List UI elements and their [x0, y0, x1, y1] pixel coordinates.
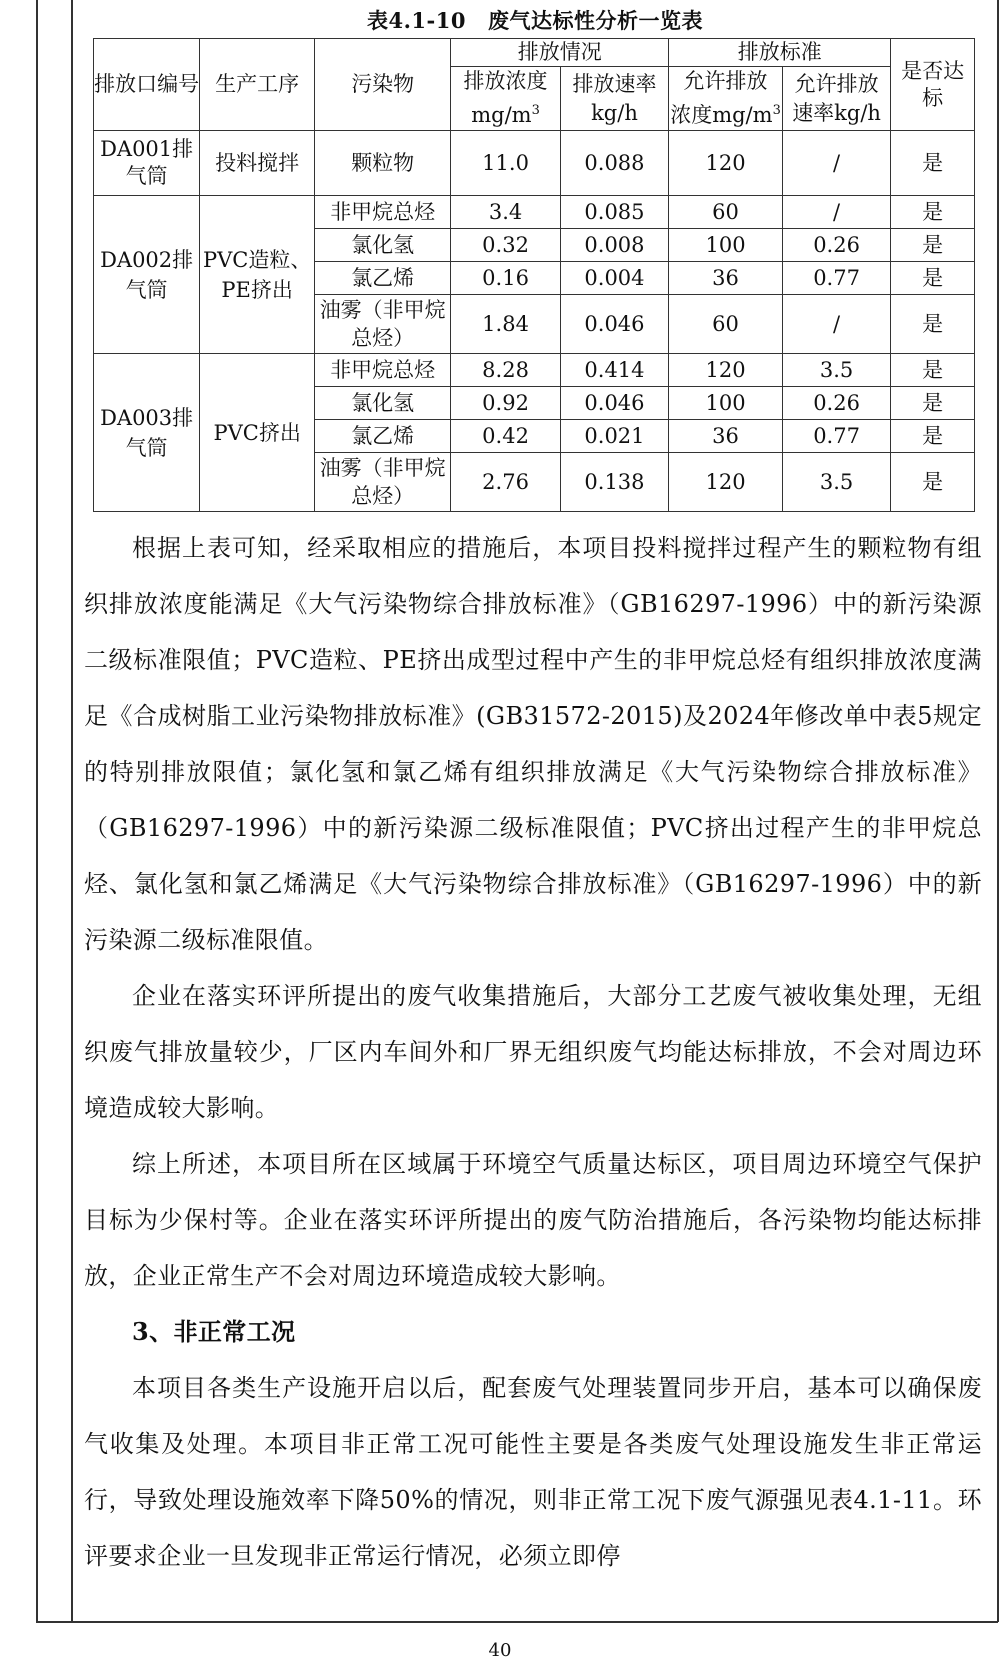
rate-cell: 0.004	[560, 262, 668, 295]
page-frame-bottom	[36, 1621, 998, 1623]
concentration-cell: 8.28	[451, 354, 560, 387]
allowed-concentration-cell: 60	[669, 196, 783, 229]
allowed-rate-cell: /	[782, 131, 890, 196]
header-emission-concentration: 排放浓度 $mg/m^3$	[451, 67, 560, 131]
page-frame-left-inner	[71, 0, 73, 1622]
allowed-concentration-cell: 120	[669, 131, 783, 196]
table-number: 表4.1-10	[367, 8, 466, 33]
header-emission-standard: 排放标准	[669, 39, 891, 67]
compliance-cell: 是	[891, 295, 975, 354]
header-allowed-rate: 允许排放 速率kg/h	[782, 67, 890, 131]
pollutant-cell: 非甲烷总烃	[315, 196, 451, 229]
compliance-cell: 是	[891, 453, 975, 512]
header-process: 生产工序	[200, 39, 315, 131]
table-title: 废气达标性分析一览表	[487, 8, 703, 33]
concentration-cell: 0.32	[451, 229, 560, 262]
allowed-rate-cell: /	[782, 295, 890, 354]
header-outlet: 排放口编号	[94, 39, 200, 131]
rate-cell: 0.021	[560, 420, 668, 453]
compliance-cell: 是	[891, 354, 975, 387]
table-header-row-1	[94, 39, 975, 67]
allowed-concentration-cell: 120	[669, 453, 783, 512]
concentration-cell: 0.16	[451, 262, 560, 295]
paragraph-fugitive-emissions: 企业在落实环评所提出的废气收集措施后，大部分工艺废气被收集处理，无组织废气排放量较少，厂区内车间外和厂界无组织废气均能达标排放，不会对周边环境造成较大影响。	[84, 982, 982, 1122]
allowed-rate-cell: 0.77	[782, 420, 890, 453]
concentration-cell: 2.76	[451, 453, 560, 512]
header-compliance: 是否达标	[891, 39, 975, 131]
rate-cell: 0.088	[560, 131, 668, 196]
table-row	[94, 354, 975, 387]
pollutant-cell: 颗粒物	[315, 131, 451, 196]
rate-cell: 0.138	[560, 453, 668, 512]
compliance-cell: 是	[891, 387, 975, 420]
allowed-concentration-cell: 100	[669, 387, 783, 420]
allowed-concentration-cell: 100	[669, 229, 783, 262]
pollutant-cell: 氯乙烯	[315, 262, 451, 295]
allowed-concentration-cell: 36	[669, 262, 783, 295]
table-row	[94, 131, 975, 196]
rate-cell: 0.046	[560, 387, 668, 420]
emission-compliance-table	[93, 38, 975, 512]
concentration-cell: 3.4	[451, 196, 560, 229]
outlet-cell: DA003排气筒	[94, 354, 200, 512]
header-emission-rate: 排放速率 kg/h	[560, 67, 668, 131]
concentration-cell: 11.0	[451, 131, 560, 196]
pollutant-cell: 氯化氢	[315, 229, 451, 262]
allowed-rate-cell: 0.77	[782, 262, 890, 295]
outlet-cell: DA001排气筒	[94, 131, 200, 196]
page-frame-right	[997, 0, 999, 1622]
paragraph-conclusion-table: 根据上表可知，经采取相应的措施后，本项目投料搅拌过程产生的颗粒物有组织排放浓度能满足《大气污染物综合排放标准》（GB16297-1996）中的新污染源二级标准限值；PVC造粒、PE挤出成型过程中产生的非甲烷总烃有组织排放浓度满足《合成树脂工业污染物排放标准》(GB31572-2015)及2024年修改单中表5规定的特别排放限值；氯化氢和氯乙烯有组织排放满足《大气污染物综合排放标准》（GB16297-1996）中的新污染源二级标准限值；PVC挤出过程产生的非甲烷总烃、氯化氢和氯乙烯满足《大气污染物综合排放标准》（GB16297-1996）中的新污染源二级标准限值。	[84, 534, 982, 954]
paragraph-summary: 综上所述，本项目所在区域属于环境空气质量达标区，项目周边环境空气保护目标为少保村等。企业在落实环评所提出的废气防治措施后，各污染物均能达标排放，企业正常生产不会对周边环境造成较大影响。	[84, 1150, 982, 1290]
header-pollutant: 污染物	[315, 39, 451, 131]
body-text	[84, 520, 982, 1584]
process-cell: PVC挤出	[200, 354, 315, 512]
allowed-concentration-cell: 120	[669, 354, 783, 387]
allowed-concentration-cell: 60	[669, 295, 783, 354]
table-row	[94, 196, 975, 229]
rate-cell: 0.008	[560, 229, 668, 262]
section-heading-abnormal-conditions: 3、非正常工况	[132, 1317, 296, 1346]
header-allowed-concentration: 允许排放 浓度$mg/m^3$	[669, 67, 783, 131]
compliance-cell: 是	[891, 262, 975, 295]
page-frame-left-outer	[36, 0, 38, 1622]
compliance-cell: 是	[891, 420, 975, 453]
allowed-rate-cell: /	[782, 196, 890, 229]
table-caption	[80, 6, 990, 36]
rate-cell: 0.046	[560, 295, 668, 354]
pollutant-cell: 油雾（非甲烷总烃）	[315, 295, 451, 354]
allowed-rate-cell: 0.26	[782, 229, 890, 262]
process-cell: PVC造粒、PE挤出	[200, 196, 315, 354]
header-emission-situation: 排放情况	[451, 39, 669, 67]
compliance-cell: 是	[891, 229, 975, 262]
paragraph-abnormal-conditions: 本项目各类生产设施开启以后，配套废气处理装置同步开启，基本可以确保废气收集及处理。本项目非正常工况可能性主要是各类废气处理设施发生非正常运行，导致处理设施效率下降50%的情况，则非正常工况下废气源强见表4.1-11。环评要求企业一旦发现非正常运行情况，必须立即停	[84, 1374, 982, 1570]
pollutant-cell: 氯乙烯	[315, 420, 451, 453]
concentration-cell: 1.84	[451, 295, 560, 354]
allowed-rate-cell: 3.5	[782, 453, 890, 512]
outlet-cell: DA002排气筒	[94, 196, 200, 354]
rate-cell: 0.414	[560, 354, 668, 387]
compliance-cell: 是	[891, 196, 975, 229]
concentration-cell: 0.92	[451, 387, 560, 420]
allowed-rate-cell: 0.26	[782, 387, 890, 420]
concentration-cell: 0.42	[451, 420, 560, 453]
process-cell: 投料搅拌	[200, 131, 315, 196]
pollutant-cell: 非甲烷总烃	[315, 354, 451, 387]
compliance-cell: 是	[891, 131, 975, 196]
pollutant-cell: 氯化氢	[315, 387, 451, 420]
pollutant-cell: 油雾（非甲烷总烃）	[315, 453, 451, 512]
allowed-rate-cell: 3.5	[782, 354, 890, 387]
page-number: 40	[488, 1640, 512, 1661]
rate-cell: 0.085	[560, 196, 668, 229]
allowed-concentration-cell: 36	[669, 420, 783, 453]
